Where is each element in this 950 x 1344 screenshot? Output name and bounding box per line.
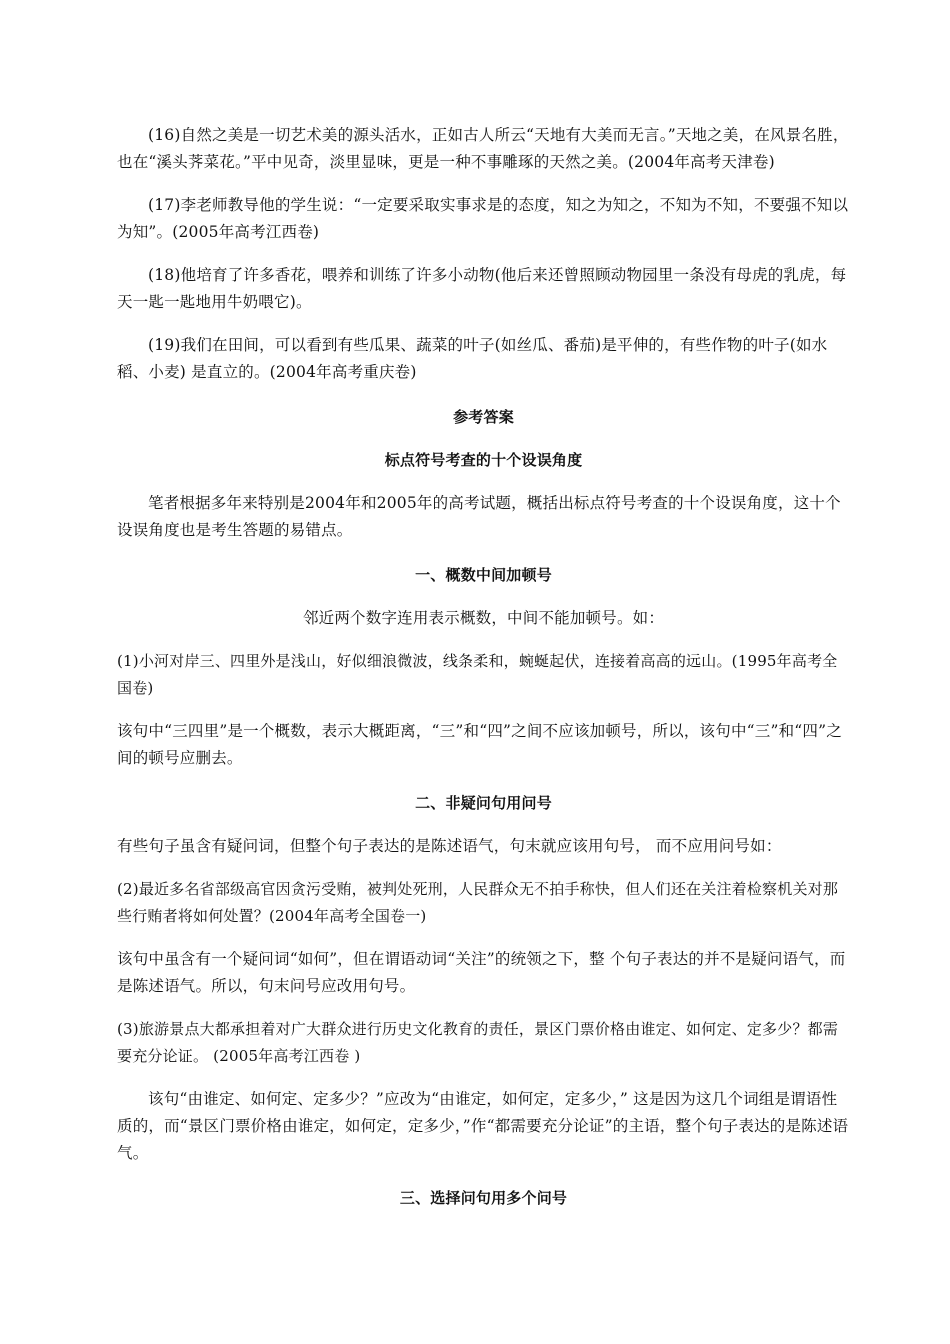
paragraph-19: (19)我们在田间，可以看到有些瓜果、蔬菜的叶子(如丝瓜、番茄)是平伸的，有些作物的叶子(如水稻、小麦) 是直立的。(2004年高考重庆卷)	[117, 336, 828, 381]
main-title: 标点符号考查的十个设误角度	[384, 451, 583, 469]
section-1-rule: 邻近两个数字连用表示概数，中间不能加顿号。如：	[302, 609, 665, 627]
section-2-rule: 有些句子虽含有疑问词，但整个句子表达的是陈述语气，句末就应该用句号， 而不应用问号如：	[117, 837, 782, 855]
intro-paragraph: 笔者根据多年来特别是2004年和2005年的高考试题，概括出标点符号考查的十个设误角度，这十个设误角度也是考生答题的易错点。	[117, 494, 841, 539]
document-body	[117, 122, 850, 1212]
paragraph-17: (17)李老师教导他的学生说：“一定要采取实事求是的态度，知之为知之，不知为不知，不要强不知以为知”。(2005年高考江西卷)	[117, 196, 849, 241]
explanation-2: 该句中虽含有一个疑问词“如何”，但在谓语动词“关注”的统领之下，整 个句子表达的并不是疑问语气，而是陈述语气。所以，句末问号应改用句号。	[117, 950, 846, 995]
paragraph-16: (16)自然之美是一切艺术美的源头活水，正如古人所云“天地有大美而无言。”天地之美，在风景名胜，也在“溪头荠菜花。”平中见奇，淡里显味，更是一种不事雕琢的天然之美。(2004年高考天津卷)	[117, 126, 849, 171]
example-2: (2)最近多名省部级高官因贪污受贿，被判处死刑，人民群众无不拍手称快，但人们还在关注着检察机关对那些行贿者将如何处置？(2004年高考全国卷一)	[117, 880, 839, 925]
paragraph-18: (18)他培育了许多香花，喂养和训练了许多小动物(他后来还曾照顾动物园里一条没有母虎的乳虎，每天一匙一匙地用牛奶喂它)。	[117, 266, 847, 311]
section-1-heading: 一、概数中间加顿号	[415, 566, 552, 584]
section-2-heading: 二、非疑问句用问号	[415, 794, 552, 812]
explanation-3: 该句“由谁定、如何定、定多少？”应改为“由谁定，如何定，定多少，” 这是因为这几个词组是谓语性质的，而“景区门票价格由谁定，如何定，定多少，”作“都需要充分论证”的主语，整个句子表达的是陈述语气。	[117, 1090, 849, 1162]
example-1: (1)小河对岸三、四里外是浅山，好似细浪微波，线条柔和，蜿蜒起伏，连接着高高的远山。(1995年高考全国卷)	[117, 652, 838, 697]
example-3: (3)旅游景点大都承担着对广大群众进行历史文化教育的责任，景区门票价格由谁定、如何定、定多少？都需要充分论证。 (2005年高考江西卷 )	[117, 1020, 839, 1065]
explanation-1: 该句中“三四里”是一个概数，表示大概距离，“三”和“四”之间不应该加顿号，所以，该句中“三”和“四”之间的顿号应删去。	[117, 722, 842, 767]
section-3-heading: 三、选择问句用多个问号	[399, 1189, 568, 1207]
answer-heading: 参考答案	[453, 408, 514, 426]
